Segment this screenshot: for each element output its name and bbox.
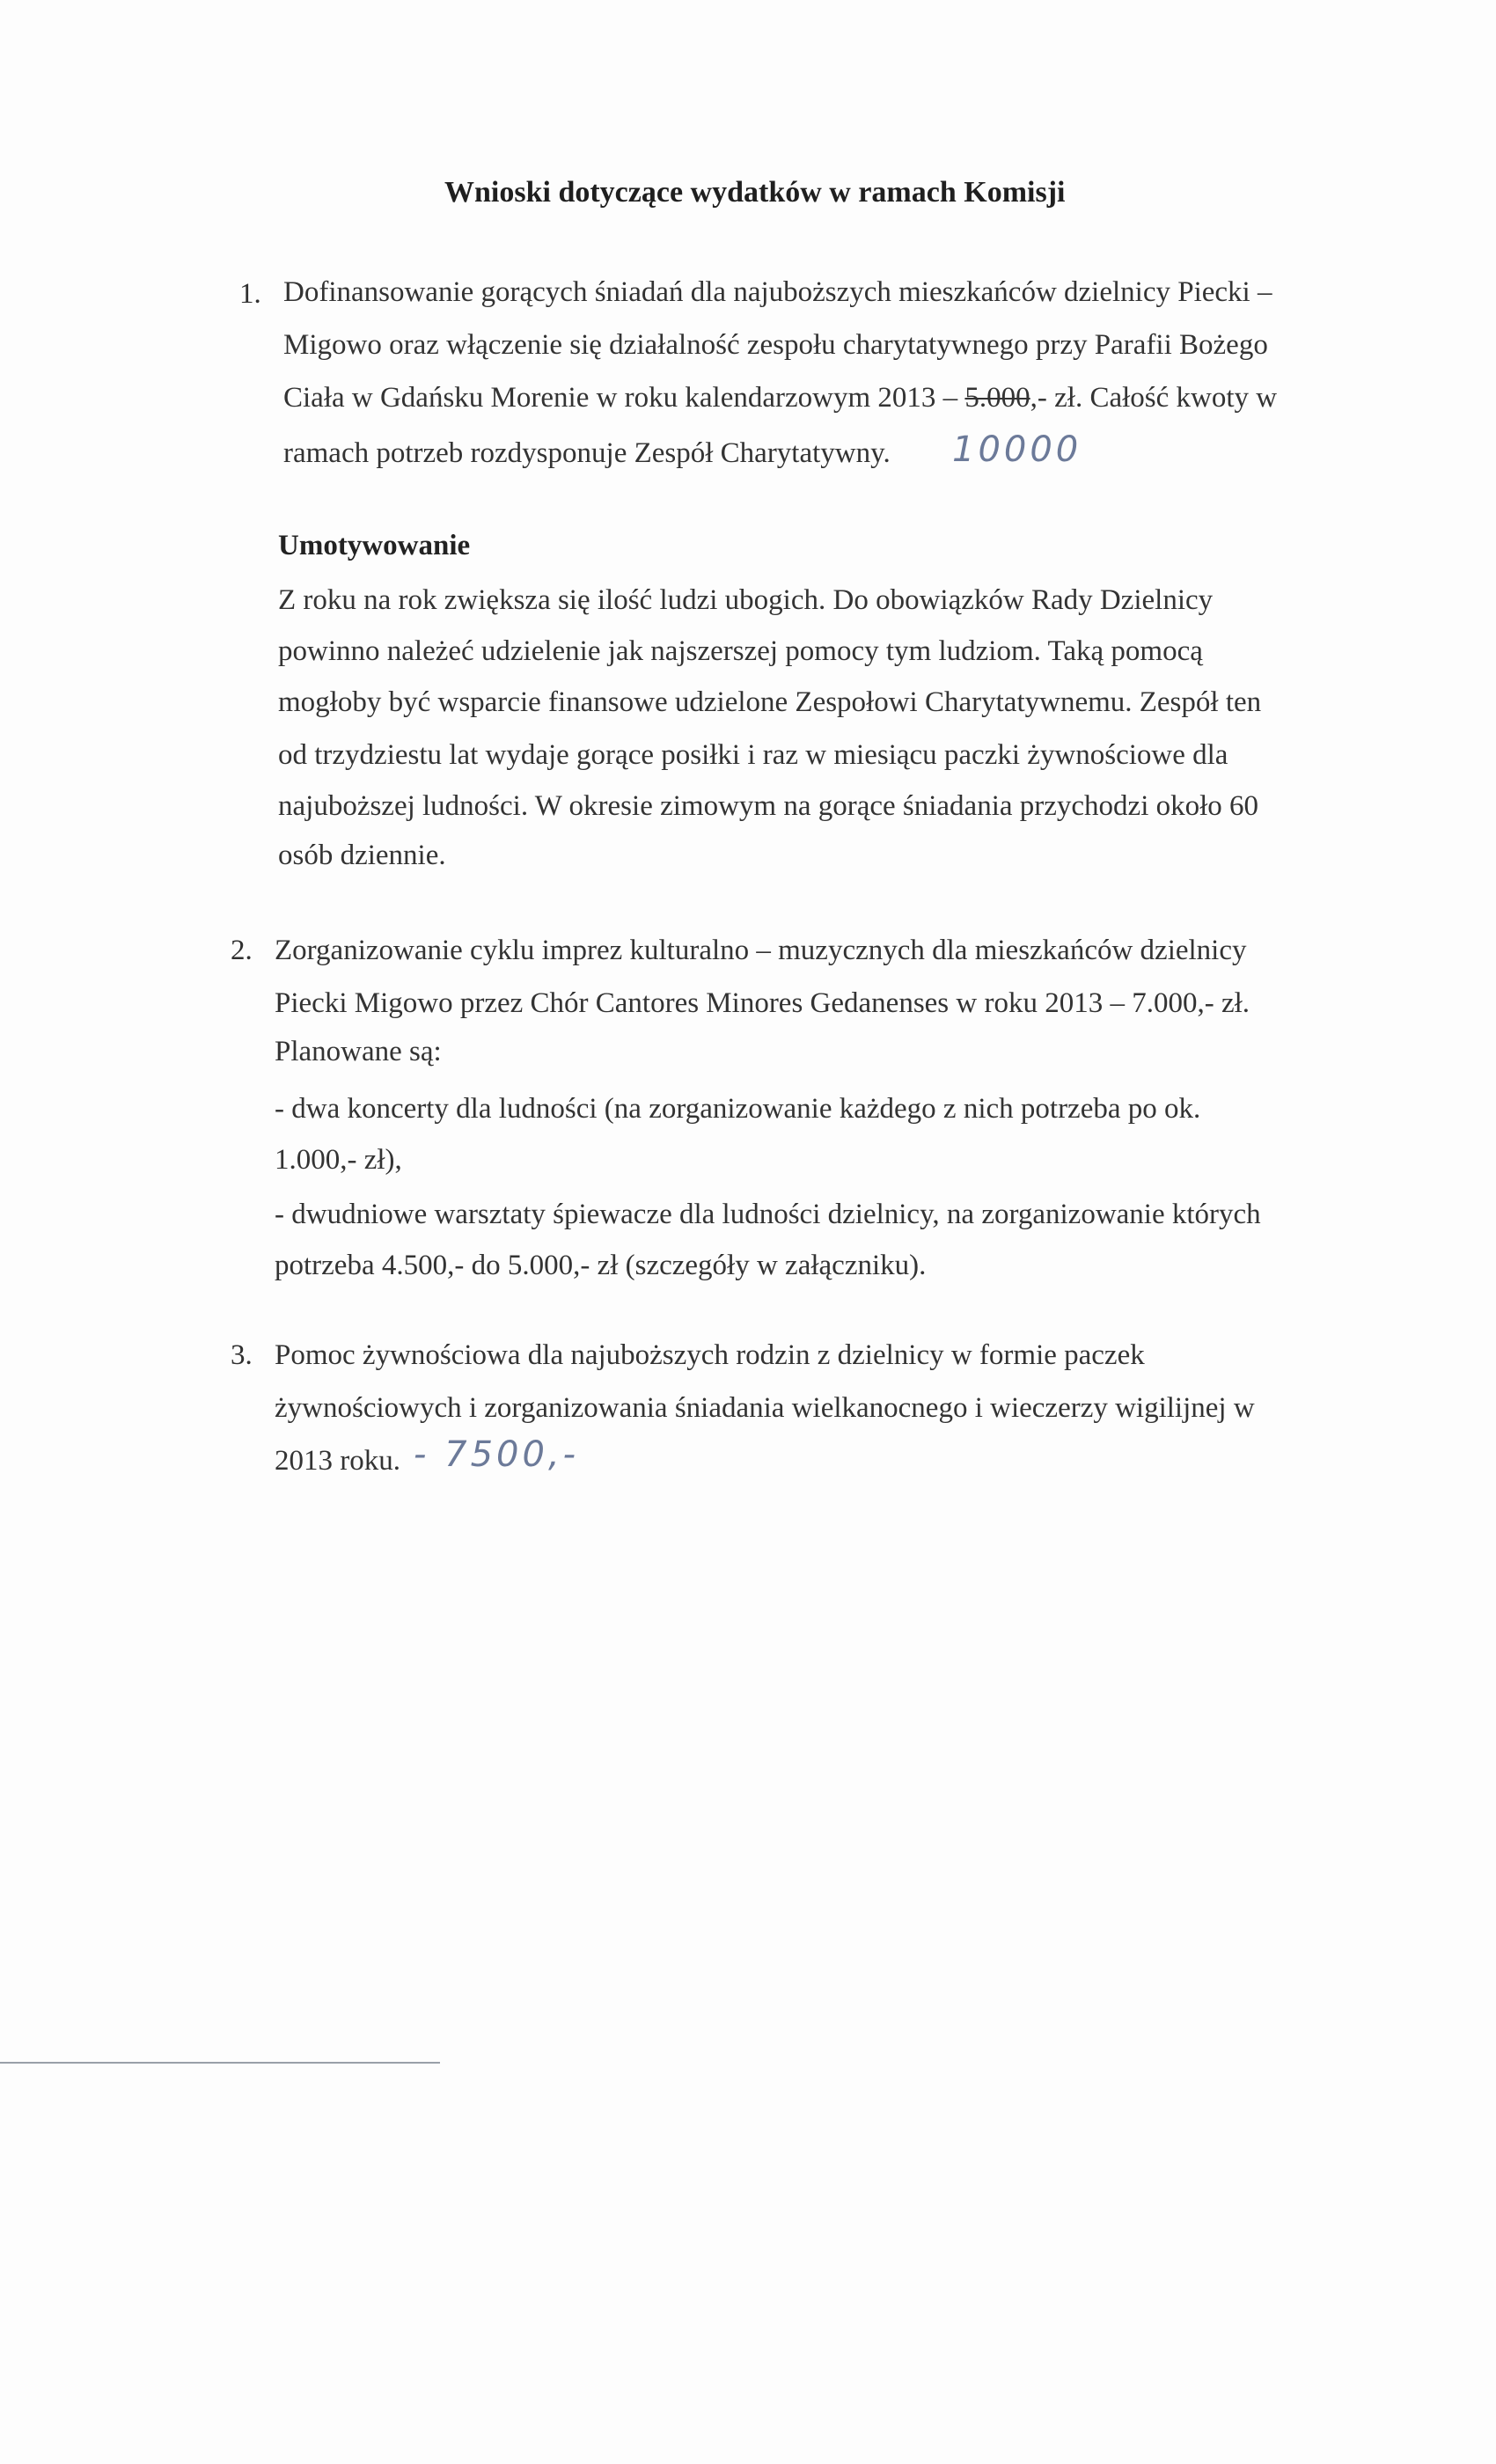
item-2-line-6: - dwudniowe warsztaty śpiewacze dla ludności dzielnicy, na zorganizowanie których — [275, 1199, 1261, 1230]
justification-line-6: osób dziennie. — [278, 840, 446, 871]
item-2-line-1: Zorganizowanie cyklu imprez kulturalno – muzycznych dla mieszkańców dzielnicy — [275, 935, 1247, 966]
justification-line-5: najuboższej ludności. W okresie zimowym na gorące śniadania przychodzi około 60 — [278, 790, 1259, 822]
item-2-line-7: potrzeba 4.500,- do 5.000,- zł (szczegóły w załączniku). — [275, 1250, 927, 1281]
item-2-line-4: - dwa koncerty dla ludności (na zorganizowanie każdego z nich potrzeba po ok. — [275, 1093, 1201, 1125]
item-1-line-3-text: Ciała w Gdańsku Morenie w roku kalendarzowym 2013 – — [283, 382, 958, 414]
item-1-line-3-tail: ,- zł. Całość kwoty w — [1030, 382, 1278, 414]
item-1-number: 1. — [239, 278, 261, 310]
item-3-line-2: żywnościowych i zorganizowania śniadania wielkanocnego i wieczerzy wigilijnej w — [275, 1392, 1255, 1424]
justification-line-1: Z roku na rok zwiększa się ilość ludzi ubogich. Do obowiązków Rady Dzielnicy — [278, 584, 1214, 616]
item-1-line-4: ramach potrzeb rozdysponuje Zespół Charytatywny. — [283, 437, 891, 469]
justification-heading: Umotywowanie — [278, 530, 471, 561]
handwritten-amount-1: 10000 — [952, 429, 1082, 470]
handwritten-amount-3: - 7500,- — [414, 1434, 580, 1475]
item-1-line-1: Dofinansowanie gorących śniadań dla najuboższych mieszkańców dzielnicy Piecki – — [283, 276, 1272, 308]
document-title: Wnioski dotyczące wydatków w ramach Komisji — [444, 176, 1066, 209]
item-2-number: 2. — [231, 935, 253, 966]
justification-line-4: od trzydziestu lat wydaje gorące posiłki i raz w miesiącu paczki żywnościowe dla — [278, 739, 1228, 771]
item-2-line-5: 1.000,- zł), — [275, 1144, 402, 1176]
crossed-out-amount: 5.000 — [964, 382, 1030, 414]
justification-line-3: mogłoby być wsparcie finansowe udzielone Zespołowi Charytatywnemu. Zespół ten — [278, 686, 1262, 718]
item-2-line-3: Planowane są: — [275, 1036, 442, 1067]
item-3-number: 3. — [231, 1339, 253, 1371]
item-3-line-3: 2013 roku. — [275, 1445, 400, 1477]
item-3-line-1: Pomoc żywnościowa dla najuboższych rodzin z dzielnicy w formie paczek — [275, 1339, 1145, 1371]
item-2-line-2: Piecki Migowo przez Chór Cantores Minores Gedanenses w roku 2013 – 7.000,- zł. — [275, 987, 1250, 1019]
justification-line-2: powinno należeć udzielenie jak najszerszej pomocy tym ludziom. Taką pomocą — [278, 635, 1203, 667]
item-1-line-3 — [283, 380, 1277, 415]
bottom-rule — [0, 2062, 440, 2064]
item-1-line-2: Migowo oraz włączenie się działalność zespołu charytatywnego przy Parafii Bożego — [283, 329, 1268, 361]
